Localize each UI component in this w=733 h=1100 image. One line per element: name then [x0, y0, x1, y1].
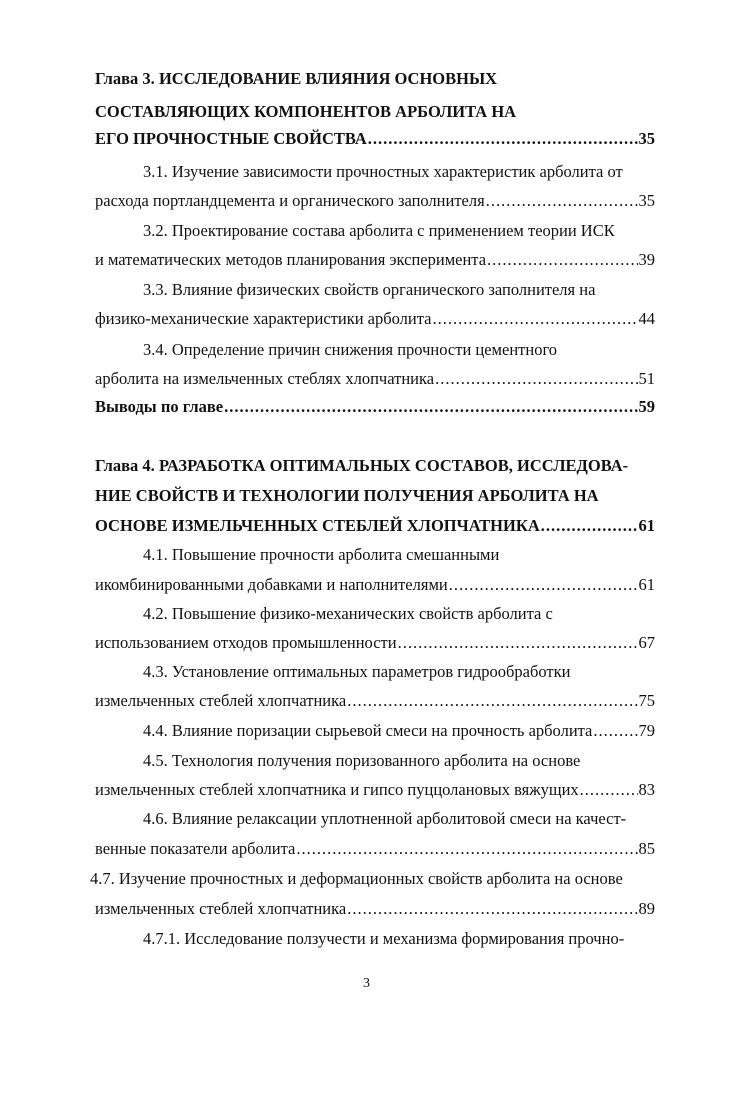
toc-entry-4-7-1-line1: 4.7.1. Исследование ползучести и механизма формирования прочно- [143, 929, 625, 948]
toc-entry-3-2-line2: и математических методов планирования эксперимента ..... 39 [95, 250, 655, 270]
toc-entry-4-3-line1: 4.3. Установление оптимальных параметров гидрообработки [143, 662, 571, 681]
toc-conclusions: Выводы по главе ..... 59 [95, 397, 655, 417]
chapter3-heading-line1: Глава 3. ИССЛЕДОВАНИЕ ВЛИЯНИЯ ОСНОВНЫХ [95, 69, 498, 88]
chapter3-heading-line3: ЕГО ПРОЧНОСТНЫЕ СВОЙСТВА ..... 35 [95, 129, 655, 149]
toc-entry-4-6-line2: венные показатели арболита ..... 85 [95, 839, 655, 859]
chapter4-heading-line3: ОСНОВЕ ИЗМЕЛЬЧЕННЫХ СТЕБЛЕЙ ХЛОПЧАТНИКА ..... 61 [95, 516, 655, 536]
toc-entry-4-6-line1: 4.6. Влияние релаксации уплотненной арболитовой смеси на качест- [143, 809, 627, 828]
toc-entry-3-4-line1: 3.4. Определение причин снижения прочности цементного [143, 340, 558, 359]
toc-entry-4-3-line2: измельченных стеблей хлопчатника ..... 75 [95, 691, 655, 711]
toc-entry-4-5-line1: 4.5. Технология получения поризованного арболита на основе [143, 751, 581, 770]
toc-entry-4-2-line2: использованием отходов промышленности ..... 67 [95, 633, 655, 653]
toc-entry-4-4: 4.4. Влияние поризации сырьевой смеси на прочность арболита ..... 79 [143, 721, 655, 741]
toc-entry-4-7-line1: 4.7. Изучение прочностных и деформационных свойств арболита на основе [90, 869, 623, 888]
toc-entry-4-5-line2: измельченных стеблей хлопчатника и гипсо пуццолановых вяжущих ..... 83 [95, 780, 655, 800]
toc-entry-4-1-line1: 4.1. Повышение прочности арболита смешанными [143, 545, 500, 564]
chapter4-heading-line1: Глава 4. РАЗРАБОТКА ОПТИМАЛЬНЫХ СОСТАВОВ, ИССЛЕДОВА- [95, 456, 629, 475]
toc-entry-4-7-line2: измельченных стеблей хлопчатника ..... 89 [95, 899, 655, 919]
toc-entry-3-4-line2: арболита на измельченных стеблях хлопчатника ..... 51 [95, 369, 655, 389]
page-number: 3 [363, 976, 370, 991]
chapter3-heading-line2: СОСТАВЛЯЮЩИХ КОМПОНЕНТОВ АРБОЛИТА НА [95, 102, 517, 121]
toc-entry-3-3-line2: физико-механические характеристики арболита ..... 44 [95, 309, 655, 329]
chapter4-heading-line2: НИЕ СВОЙСТВ И ТЕХНОЛОГИИ ПОЛУЧЕНИЯ АРБОЛИТА НА [95, 486, 599, 505]
toc-entry-3-1-line1: 3.1. Изучение зависимости прочностных характеристик арболита от [143, 162, 623, 181]
toc-entry-3-3-line1: 3.3. Влияние физических свойств органического заполнителя на [143, 280, 596, 299]
toc-entry-4-1-line2: икомбинированными добавками и наполнителями ..... 61 [95, 575, 655, 595]
toc-entry-3-1-line2: расхода портландцемента и органического заполнителя ..... 35 [95, 191, 655, 211]
toc-entry-3-2-line1: 3.2. Проектирование состава арболита с применением теории ИСК [143, 221, 615, 240]
toc-entry-4-2-line1: 4.2. Повышение физико-механических свойств арболита с [143, 604, 553, 623]
